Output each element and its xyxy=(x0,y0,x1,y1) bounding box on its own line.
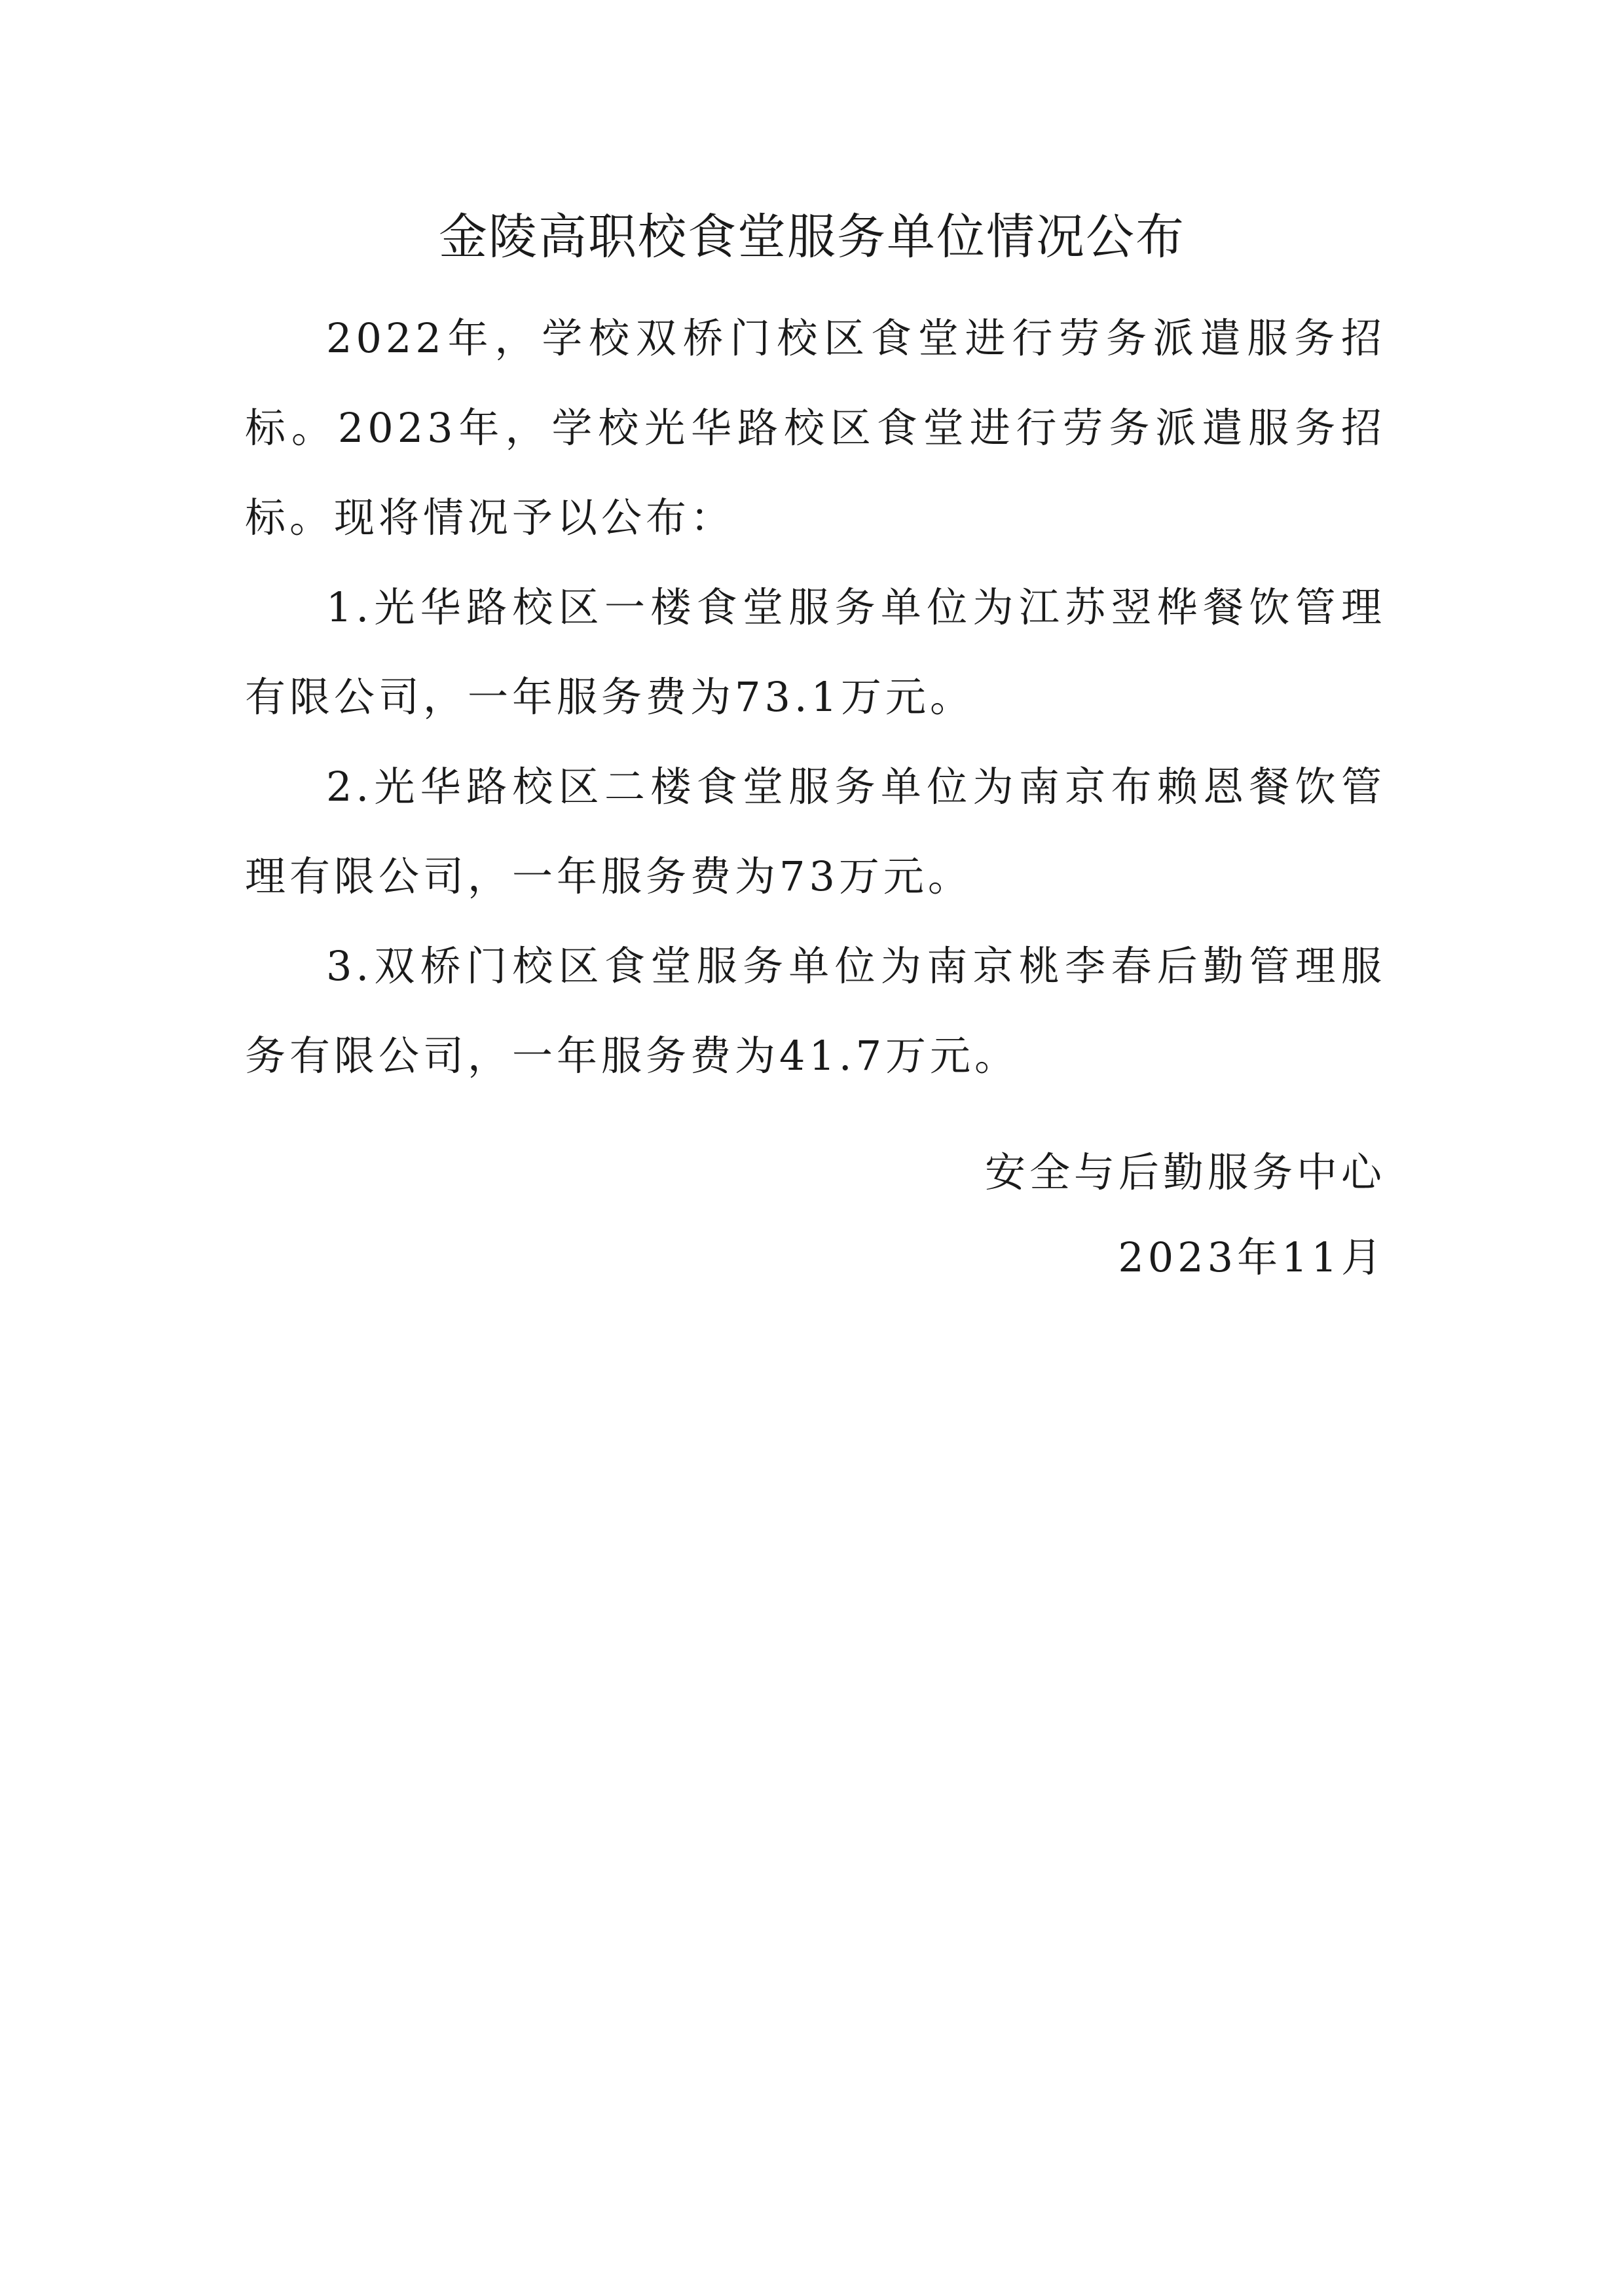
item-paragraph-1: 1.光华路校区一楼食堂服务单位为江苏翌桦餐饮管理有限公司，一年服务费为73.1万元。 xyxy=(245,583,1386,721)
intro-paragraph: 2022年，学校双桥门校区食堂进行劳务派遣服务招标。2023年，学校光华路校区食堂进行劳务派遣服务招标。现将情况予以公布： xyxy=(245,314,1386,541)
item-paragraph-3: 3.双桥门校区食堂服务单位为南京桃李春后勤管理服务有限公司，一年服务费为41.7万元。 xyxy=(245,942,1386,1080)
signature-block xyxy=(851,1130,1386,1300)
signature-organization: 安全与后勤服务中心 xyxy=(984,1148,1386,1196)
document-title: 金陵高职校食堂服务单位情况公布 xyxy=(439,209,1185,265)
document-body xyxy=(245,293,1386,1101)
signature-date: 2023年11月 xyxy=(1118,1233,1386,1281)
item-paragraph-2: 2.光华路校区二楼食堂服务单位为南京布赖恩餐饮管理有限公司，一年服务费为73万元。 xyxy=(245,763,1386,900)
